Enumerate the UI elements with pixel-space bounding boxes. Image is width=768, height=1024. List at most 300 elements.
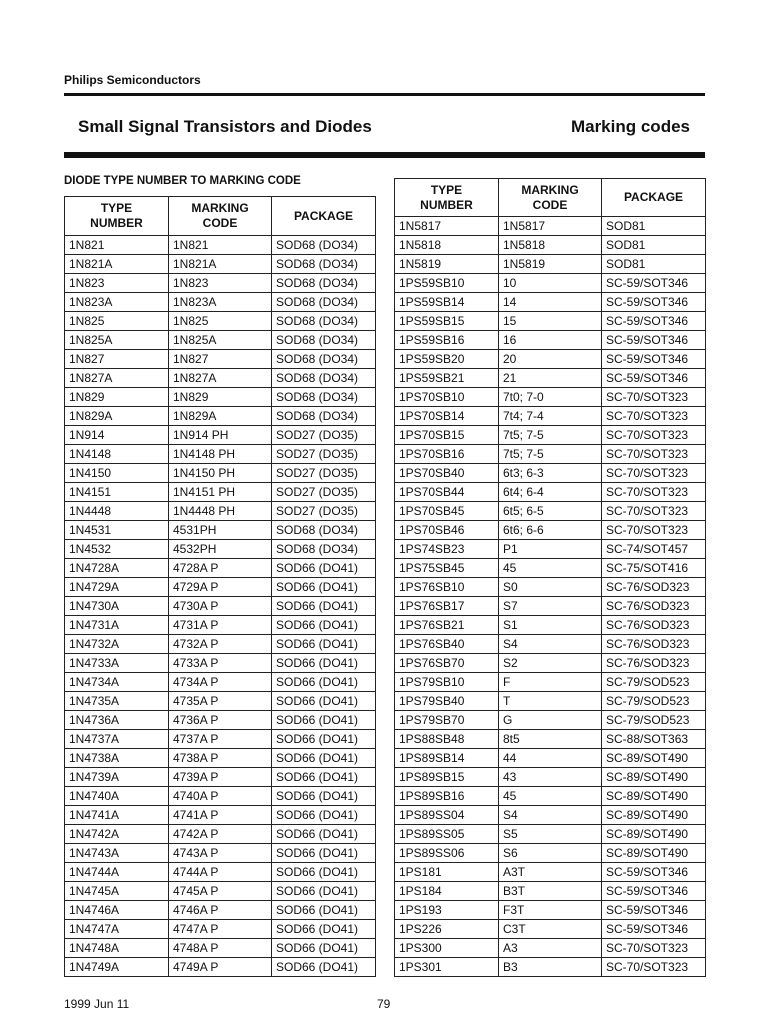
type-number-cell: 1N4742A <box>65 825 169 844</box>
type-number-cell: 1N4151 <box>65 483 169 502</box>
package-cell: SC-70/SOT323 <box>602 407 706 426</box>
table-row <box>65 293 376 312</box>
package-cell: SOD66 (DO41) <box>272 578 376 597</box>
table-row <box>395 331 706 350</box>
page-number: 79 <box>377 997 391 1011</box>
marking-code-cell: 1N914 PH <box>169 426 272 445</box>
marking-code-cell: 7t0; 7-0 <box>499 388 602 407</box>
header-package: PACKAGE <box>272 197 376 236</box>
type-number-cell: 1N4728A <box>65 559 169 578</box>
table-row <box>395 863 706 882</box>
marking-code-cell: 21 <box>499 369 602 388</box>
type-number-cell: 1PS70SB40 <box>395 464 499 483</box>
table-row <box>395 483 706 502</box>
table-row <box>65 521 376 540</box>
type-number-cell: 1PS193 <box>395 901 499 920</box>
marking-code-cell: S4 <box>499 806 602 825</box>
table-row <box>65 939 376 958</box>
table-row <box>65 920 376 939</box>
package-cell: SC-70/SOT323 <box>602 939 706 958</box>
type-number-cell: 1N4731A <box>65 616 169 635</box>
marking-code-cell: 4741A P <box>169 806 272 825</box>
header-type-line2: NUMBER <box>420 197 473 212</box>
section-title: Marking codes <box>570 117 690 136</box>
header-type-line1: TYPE <box>430 182 463 197</box>
package-cell: SOD27 (DO35) <box>272 445 376 464</box>
package-cell: SOD66 (DO41) <box>272 882 376 901</box>
type-number-cell: 1PS59SB20 <box>395 350 499 369</box>
table-row <box>395 369 706 388</box>
package-cell: SC-79/SOD523 <box>602 711 706 730</box>
header-marking-line2: CODE <box>532 197 568 212</box>
type-number-cell: 1N4735A <box>65 692 169 711</box>
package-cell: SOD66 (DO41) <box>272 654 376 673</box>
type-number-cell: 1PS74SB23 <box>395 540 499 559</box>
table-row <box>65 768 376 787</box>
type-number-cell: 1N821A <box>65 255 169 274</box>
type-number-cell: 1N4448 <box>65 502 169 521</box>
package-cell: SOD68 (DO34) <box>272 388 376 407</box>
package-cell: SC-89/SOT490 <box>602 825 706 844</box>
marking-code-cell: 44 <box>499 749 602 768</box>
type-number-cell: 1N4736A <box>65 711 169 730</box>
type-number-cell: 1N829A <box>65 407 169 426</box>
marking-code-cell: 6t4; 6-4 <box>499 483 602 502</box>
type-number-cell: 1N4734A <box>65 673 169 692</box>
package-cell: SC-76/SOD323 <box>602 635 706 654</box>
marking-code-cell: 1N829A <box>169 407 272 426</box>
package-cell: SOD66 (DO41) <box>272 939 376 958</box>
marking-code-cell: 4749A P <box>169 958 272 977</box>
marking-code-cell: 4735A P <box>169 692 272 711</box>
table-row <box>395 540 706 559</box>
marking-code-cell: 4733A P <box>169 654 272 673</box>
table-caption: DIODE TYPE NUMBER TO MARKING CODE <box>64 175 301 187</box>
type-number-cell: 1PS89SS04 <box>395 806 499 825</box>
marking-code-cell: S5 <box>499 825 602 844</box>
package-cell: SC-70/SOT323 <box>602 464 706 483</box>
header-marking-code <box>169 197 272 236</box>
title-rule <box>64 152 705 158</box>
marking-code-cell: S4 <box>499 635 602 654</box>
table-row <box>65 559 376 578</box>
marking-code-cell: 1N821A <box>169 255 272 274</box>
table-row <box>65 806 376 825</box>
marking-code-cell: 1N821 <box>169 236 272 255</box>
package-cell: SOD68 (DO34) <box>272 407 376 426</box>
table-row <box>65 901 376 920</box>
type-number-cell: 1N4739A <box>65 768 169 787</box>
table-row <box>65 692 376 711</box>
type-number-cell: 1PS59SB21 <box>395 369 499 388</box>
package-cell: SOD66 (DO41) <box>272 920 376 939</box>
package-cell: SOD66 (DO41) <box>272 616 376 635</box>
table-row <box>65 711 376 730</box>
marking-code-cell: 1N5819 <box>499 255 602 274</box>
type-number-cell: 1N4733A <box>65 654 169 673</box>
table-row <box>65 388 376 407</box>
package-cell: SOD68 (DO34) <box>272 236 376 255</box>
type-number-cell: 1PS181 <box>395 863 499 882</box>
type-number-cell: 1N4746A <box>65 901 169 920</box>
table-row <box>395 882 706 901</box>
type-number-cell: 1N4741A <box>65 806 169 825</box>
table-row <box>65 331 376 350</box>
marking-code-cell: B3 <box>499 958 602 977</box>
package-cell: SC-59/SOT346 <box>602 293 706 312</box>
table-row <box>395 274 706 293</box>
table-row <box>65 274 376 293</box>
type-number-cell: 1N4738A <box>65 749 169 768</box>
type-number-cell: 1PS76SB70 <box>395 654 499 673</box>
package-cell: SC-59/SOT346 <box>602 350 706 369</box>
marking-code-cell: 1N825 <box>169 312 272 331</box>
marking-code-cell: 4729A P <box>169 578 272 597</box>
table-row <box>65 863 376 882</box>
package-cell: SC-89/SOT490 <box>602 806 706 825</box>
type-number-cell: 1N5818 <box>395 236 499 255</box>
header-type-number <box>395 179 499 217</box>
package-cell: SOD66 (DO41) <box>272 635 376 654</box>
marking-code-cell: T <box>499 692 602 711</box>
marking-code-cell: 4744A P <box>169 863 272 882</box>
footer-date: 1999 Jun 11 <box>64 997 130 1011</box>
header-type-line2: NUMBER <box>90 216 143 230</box>
type-number-cell: 1PS75SB45 <box>395 559 499 578</box>
table-row <box>395 559 706 578</box>
marking-code-cell: 14 <box>499 293 602 312</box>
marking-code-cell: S1 <box>499 616 602 635</box>
type-number-cell: 1PS76SB40 <box>395 635 499 654</box>
package-cell: SOD68 (DO34) <box>272 369 376 388</box>
marking-code-cell: 1N4151 PH <box>169 483 272 502</box>
marking-code-cell: 15 <box>499 312 602 331</box>
package-cell: SOD68 (DO34) <box>272 255 376 274</box>
package-cell: SC-79/SOD523 <box>602 692 706 711</box>
type-number-cell: 1PS89SS06 <box>395 844 499 863</box>
type-number-cell: 1PS70SB46 <box>395 521 499 540</box>
package-cell: SOD27 (DO35) <box>272 502 376 521</box>
marking-code-cell: 20 <box>499 350 602 369</box>
table-row <box>395 350 706 369</box>
type-number-cell: 1PS89SB16 <box>395 787 499 806</box>
type-number-cell: 1N4744A <box>65 863 169 882</box>
marking-code-cell: 6t5; 6-5 <box>499 502 602 521</box>
header-type-line1: TYPE <box>100 201 133 215</box>
marking-code-cell: S6 <box>499 844 602 863</box>
header-marking-line1: MARKING <box>191 201 249 215</box>
marking-code-cell: 4748A P <box>169 939 272 958</box>
package-cell: SOD66 (DO41) <box>272 711 376 730</box>
package-cell: SC-89/SOT490 <box>602 844 706 863</box>
header-rule <box>64 93 705 96</box>
marking-code-cell: P1 <box>499 540 602 559</box>
package-cell: SOD66 (DO41) <box>272 844 376 863</box>
package-cell: SOD68 (DO34) <box>272 312 376 331</box>
header-package: PACKAGE <box>602 179 706 217</box>
company-name: Philips Semiconductors <box>64 73 201 87</box>
type-number-cell: 1N4730A <box>65 597 169 616</box>
marking-code-cell: 4745A P <box>169 882 272 901</box>
package-cell: SC-76/SOD323 <box>602 578 706 597</box>
type-number-cell: 1N4729A <box>65 578 169 597</box>
table-row <box>65 730 376 749</box>
table-row <box>65 882 376 901</box>
marking-code-cell: 1N825A <box>169 331 272 350</box>
marking-code-cell: 4532PH <box>169 540 272 559</box>
package-cell: SC-70/SOT323 <box>602 388 706 407</box>
type-number-cell: 1N827 <box>65 350 169 369</box>
table-row <box>395 502 706 521</box>
left-marking-table <box>64 196 376 977</box>
type-number-cell: 1PS70SB14 <box>395 407 499 426</box>
package-cell: SC-89/SOT490 <box>602 749 706 768</box>
package-cell: SOD68 (DO34) <box>272 540 376 559</box>
package-cell: SOD27 (DO35) <box>272 426 376 445</box>
table-row <box>395 255 706 274</box>
table-row <box>395 806 706 825</box>
package-cell: SOD66 (DO41) <box>272 749 376 768</box>
table-row <box>395 730 706 749</box>
table-row <box>395 597 706 616</box>
package-cell: SC-74/SOT457 <box>602 540 706 559</box>
type-number-cell: 1PS70SB16 <box>395 445 499 464</box>
marking-code-cell: 4743A P <box>169 844 272 863</box>
header-marking-code <box>499 179 602 217</box>
table-row <box>65 958 376 977</box>
table-row <box>395 407 706 426</box>
table-row <box>395 749 706 768</box>
type-number-cell: 1PS59SB15 <box>395 312 499 331</box>
table-row <box>395 578 706 597</box>
type-number-cell: 1N4532 <box>65 540 169 559</box>
package-cell: SOD66 (DO41) <box>272 787 376 806</box>
package-cell: SOD66 (DO41) <box>272 559 376 578</box>
marking-code-cell: 1N4148 PH <box>169 445 272 464</box>
package-cell: SC-76/SOD323 <box>602 616 706 635</box>
marking-code-cell: 4737A P <box>169 730 272 749</box>
table-header-row <box>65 197 376 236</box>
marking-code-cell: B3T <box>499 882 602 901</box>
table-row <box>65 597 376 616</box>
table-row <box>395 217 706 236</box>
marking-code-cell: F <box>499 673 602 692</box>
package-cell: SC-59/SOT346 <box>602 331 706 350</box>
table-row <box>395 920 706 939</box>
marking-code-cell: 45 <box>499 559 602 578</box>
marking-code-cell: 7t5; 7-5 <box>499 426 602 445</box>
table-row <box>65 616 376 635</box>
package-cell: SC-59/SOT346 <box>602 863 706 882</box>
marking-code-cell: 1N4150 PH <box>169 464 272 483</box>
table-row <box>395 825 706 844</box>
marking-code-cell: 4738A P <box>169 749 272 768</box>
package-cell: SC-75/SOT416 <box>602 559 706 578</box>
header-type-number <box>65 197 169 236</box>
marking-code-cell: 4747A P <box>169 920 272 939</box>
type-number-cell: 1N4748A <box>65 939 169 958</box>
package-cell: SC-76/SOD323 <box>602 654 706 673</box>
package-cell: SOD66 (DO41) <box>272 673 376 692</box>
type-number-cell: 1PS89SB15 <box>395 768 499 787</box>
table-row <box>395 445 706 464</box>
table-row <box>65 502 376 521</box>
package-cell: SC-70/SOT323 <box>602 958 706 977</box>
marking-code-cell: 7t4; 7-4 <box>499 407 602 426</box>
table-row <box>65 540 376 559</box>
type-number-cell: 1N823 <box>65 274 169 293</box>
marking-code-cell: 1N5817 <box>499 217 602 236</box>
marking-code-cell: 1N827A <box>169 369 272 388</box>
package-cell: SC-89/SOT490 <box>602 768 706 787</box>
type-number-cell: 1PS88SB48 <box>395 730 499 749</box>
marking-code-cell: 43 <box>499 768 602 787</box>
type-number-cell: 1N4749A <box>65 958 169 977</box>
table-row <box>65 407 376 426</box>
table-row <box>65 787 376 806</box>
package-cell: SC-70/SOT323 <box>602 502 706 521</box>
table-row <box>395 464 706 483</box>
type-number-cell: 1N4740A <box>65 787 169 806</box>
package-cell: SOD66 (DO41) <box>272 692 376 711</box>
package-cell: SOD68 (DO34) <box>272 350 376 369</box>
table-row <box>395 236 706 255</box>
table-row <box>65 654 376 673</box>
package-cell: SOD66 (DO41) <box>272 958 376 977</box>
table-row <box>395 958 706 977</box>
marking-code-cell: S0 <box>499 578 602 597</box>
table-row <box>395 293 706 312</box>
type-number-cell: 1PS301 <box>395 958 499 977</box>
type-number-cell: 1PS76SB10 <box>395 578 499 597</box>
type-number-cell: 1PS76SB17 <box>395 597 499 616</box>
package-cell: SOD66 (DO41) <box>272 806 376 825</box>
package-cell: SC-89/SOT490 <box>602 787 706 806</box>
marking-code-cell: 10 <box>499 274 602 293</box>
package-cell: SC-70/SOT323 <box>602 445 706 464</box>
type-number-cell: 1PS70SB10 <box>395 388 499 407</box>
type-number-cell: 1N821 <box>65 236 169 255</box>
package-cell: SOD68 (DO34) <box>272 331 376 350</box>
header-marking-line1: MARKING <box>521 182 579 197</box>
type-number-cell: 1N4148 <box>65 445 169 464</box>
package-cell: SC-88/SOT363 <box>602 730 706 749</box>
table-row <box>65 483 376 502</box>
marking-code-cell: 4728A P <box>169 559 272 578</box>
table-row <box>65 236 376 255</box>
type-number-cell: 1PS184 <box>395 882 499 901</box>
table-row <box>65 825 376 844</box>
marking-code-cell: 16 <box>499 331 602 350</box>
marking-code-cell: F3T <box>499 901 602 920</box>
package-cell: SOD66 (DO41) <box>272 863 376 882</box>
package-cell: SOD66 (DO41) <box>272 730 376 749</box>
package-cell: SC-59/SOT346 <box>602 274 706 293</box>
table-row <box>65 445 376 464</box>
table-row <box>395 711 706 730</box>
package-cell: SC-76/SOD323 <box>602 597 706 616</box>
type-number-cell: 1N4745A <box>65 882 169 901</box>
marking-code-cell: 1N827 <box>169 350 272 369</box>
table-row <box>65 350 376 369</box>
table-row <box>65 578 376 597</box>
table-row <box>65 464 376 483</box>
table-row <box>65 844 376 863</box>
table-row <box>65 749 376 768</box>
package-cell: SC-59/SOT346 <box>602 369 706 388</box>
type-number-cell: 1PS89SB14 <box>395 749 499 768</box>
package-cell: SOD68 (DO34) <box>272 521 376 540</box>
type-number-cell: 1N823A <box>65 293 169 312</box>
type-number-cell: 1PS300 <box>395 939 499 958</box>
type-number-cell: 1N825A <box>65 331 169 350</box>
table-row <box>395 901 706 920</box>
package-cell: SOD27 (DO35) <box>272 483 376 502</box>
type-number-cell: 1N914 <box>65 426 169 445</box>
marking-code-cell: 4730A P <box>169 597 272 616</box>
table-row <box>395 787 706 806</box>
package-cell: SOD81 <box>602 255 706 274</box>
table-row <box>65 426 376 445</box>
marking-code-cell: 4531PH <box>169 521 272 540</box>
marking-code-cell: 4746A P <box>169 901 272 920</box>
marking-code-cell: S7 <box>499 597 602 616</box>
package-cell: SOD81 <box>602 236 706 255</box>
type-number-cell: 1N4743A <box>65 844 169 863</box>
marking-code-cell: 4736A P <box>169 711 272 730</box>
package-cell: SOD66 (DO41) <box>272 768 376 787</box>
table-row <box>395 312 706 331</box>
table-row <box>395 426 706 445</box>
package-cell: SC-70/SOT323 <box>602 521 706 540</box>
marking-code-cell: 4739A P <box>169 768 272 787</box>
type-number-cell: 1PS226 <box>395 920 499 939</box>
table-row <box>65 312 376 331</box>
package-cell: SC-59/SOT346 <box>602 882 706 901</box>
package-cell: SOD81 <box>602 217 706 236</box>
type-number-cell: 1PS79SB10 <box>395 673 499 692</box>
type-number-cell: 1N5817 <box>395 217 499 236</box>
marking-code-cell: 4731A P <box>169 616 272 635</box>
type-number-cell: 1PS59SB14 <box>395 293 499 312</box>
marking-code-cell: 6t3; 6-3 <box>499 464 602 483</box>
marking-code-cell: 8t5 <box>499 730 602 749</box>
package-cell: SOD66 (DO41) <box>272 597 376 616</box>
type-number-cell: 1PS79SB40 <box>395 692 499 711</box>
marking-code-cell: A3 <box>499 939 602 958</box>
type-number-cell: 1PS59SB10 <box>395 274 499 293</box>
marking-code-cell: 1N823A <box>169 293 272 312</box>
table-row <box>395 388 706 407</box>
marking-code-cell: 1N823 <box>169 274 272 293</box>
table-row <box>395 768 706 787</box>
package-cell: SC-59/SOT346 <box>602 920 706 939</box>
package-cell: SC-70/SOT323 <box>602 426 706 445</box>
marking-code-cell: A3T <box>499 863 602 882</box>
table-row <box>395 654 706 673</box>
type-number-cell: 1PS79SB70 <box>395 711 499 730</box>
type-number-cell: 1PS70SB45 <box>395 502 499 521</box>
table-row <box>65 673 376 692</box>
type-number-cell: 1N827A <box>65 369 169 388</box>
type-number-cell: 1PS70SB44 <box>395 483 499 502</box>
table-header-row <box>395 179 706 217</box>
package-cell: SOD68 (DO34) <box>272 274 376 293</box>
marking-code-cell: S2 <box>499 654 602 673</box>
marking-code-cell: 1N4448 PH <box>169 502 272 521</box>
marking-code-cell: 45 <box>499 787 602 806</box>
type-number-cell: 1N825 <box>65 312 169 331</box>
